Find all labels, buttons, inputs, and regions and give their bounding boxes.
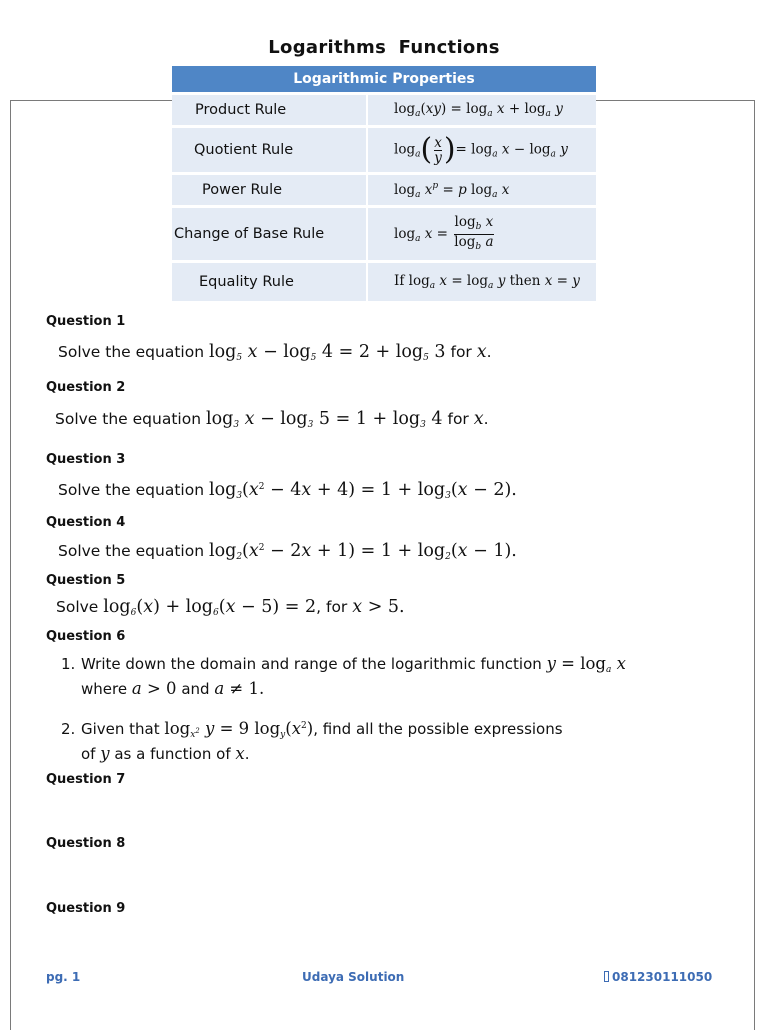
table-header: Logarithmic Properties [172, 66, 596, 94]
table-row [172, 127, 596, 174]
question-label: Question 9 [46, 901, 126, 916]
table-row [172, 94, 596, 127]
list-item: 2. Given that $\log_{x^2} y = 9$ $\log_y(x^2)$, find all the possible expressions [61, 719, 563, 740]
list-item: 1. Write down the domain and range of the logarithmic function $y = \log_a x$ [61, 654, 626, 675]
rule-formula: $\log_a x$ = $\frac{\log_b x}{\log_b a}$ [367, 207, 596, 262]
question-label: Question 3 [46, 452, 126, 467]
rule-formula: If $\log_a x = \log_a y$ then x = y [367, 262, 596, 302]
list-item-line2: where a > 0 and a ≠ 1. [81, 679, 265, 698]
rule-name: Power Rule [202, 182, 283, 198]
table-row [172, 207, 596, 262]
footer-phone: 081230111050 [604, 970, 712, 984]
question-text: Solve the equation $\log_3(x^2 - 4x + 4) = 1 + \log_3(x - 2)$. [58, 480, 517, 501]
phone-icon [604, 971, 609, 982]
list-item-line2: of y as a function of x. [81, 744, 250, 763]
question-text: Solve $\log_6(x) + \log_6(x - 5) = 2$, for x > 5. [56, 597, 405, 618]
rule-name: Equality Rule [199, 274, 294, 290]
question-label: Question 8 [46, 836, 126, 851]
question-label: Question 6 [46, 629, 126, 644]
footer-page-number: pg. 1 [46, 970, 81, 984]
table-row [172, 174, 596, 207]
rule-name: Change of Base Rule [174, 226, 325, 242]
question-label: Question 4 [46, 515, 126, 530]
page-title: Logarithms Functions [268, 37, 500, 58]
question-label: Question 5 [46, 573, 126, 588]
question-label: Question 2 [46, 380, 126, 395]
footer-center-text: Udaya Solution [302, 970, 405, 984]
rule-formula: $\log_a x^p = p$ $\log_a x$ [367, 174, 596, 207]
question-label: Question 7 [46, 772, 126, 787]
rule-formula: $\log_a$ ( $\frac{x}{y}$ ) = $\log_a x - \log_a y$ [367, 127, 596, 174]
question-text: Solve the equation $\log_2(x^2 - 2x + 1) = 1 + \log_2(x - 1)$. [58, 541, 517, 562]
question-text: Solve the equation $\log_3 x - \log_3 5 = 1 + \log_3 4$ for x. [55, 409, 489, 430]
rule-name: Quotient Rule [194, 142, 294, 158]
rule-name: Product Rule [195, 102, 287, 118]
question-label: Question 1 [46, 314, 126, 329]
log-properties-table [172, 66, 596, 301]
rule-formula: $\log_a(xy) = \log_a x + \log_a y$ [367, 94, 596, 127]
question-text: Solve the equation $\log_5 x - \log_5 4 = 2 + \log_5 3$ for x. [58, 342, 492, 363]
table-row [172, 262, 596, 302]
